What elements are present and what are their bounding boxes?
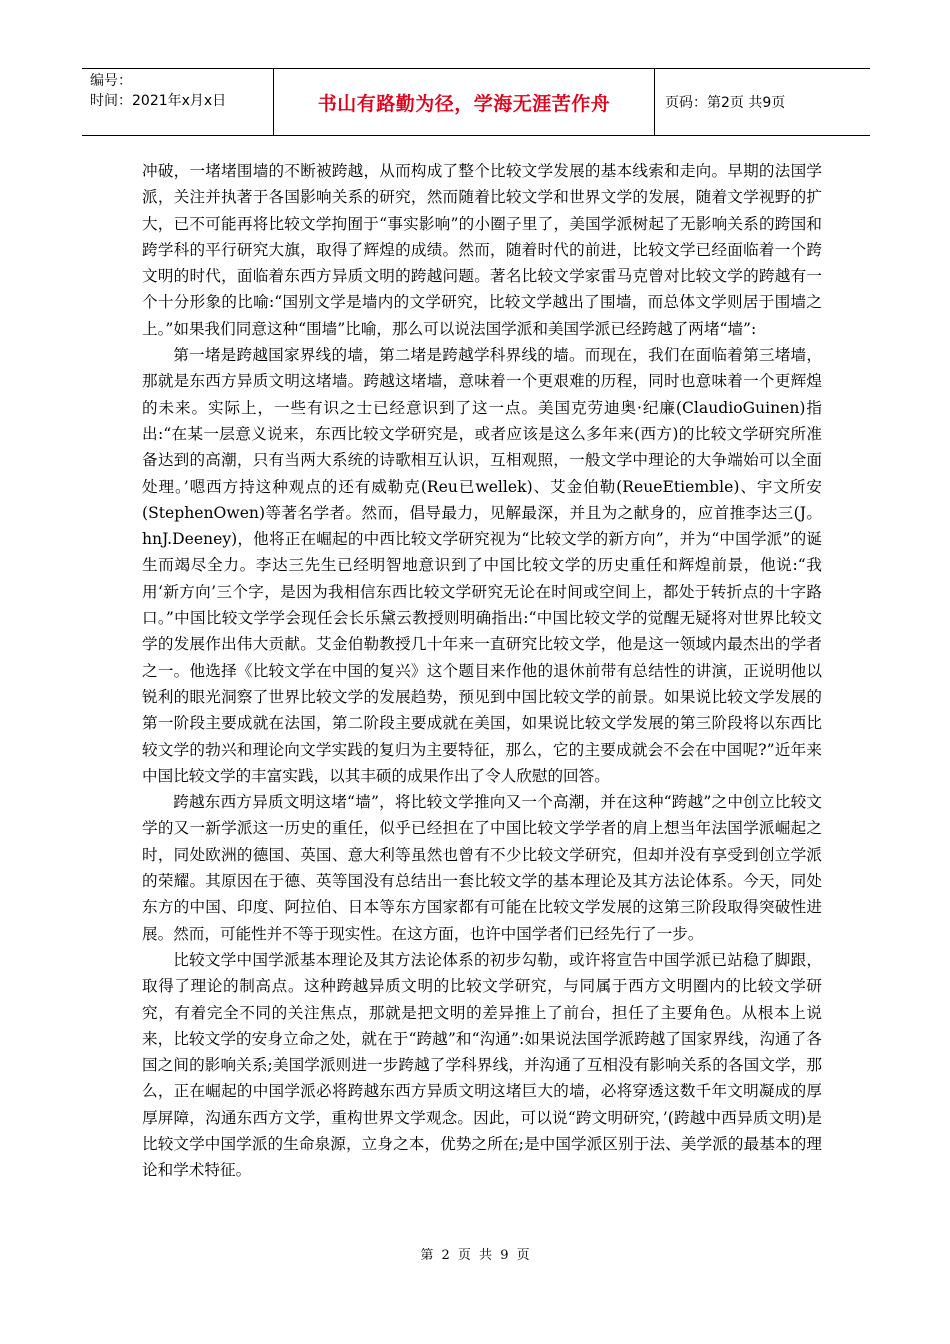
header-meta <box>82 69 274 135</box>
body-paragraph: 冲破，一堵堵围墙的不断被跨越，从而构成了整个比较文学发展的基本线索和走向。早期的法国学派，关注并执著于各国影响关系的研究，然而随着比较文学和世界文学的发展，随着文学视野的扩大，已不可能再将比较文学拘囿于“事实影响”的小圈子里了，美国学派树起了无影响关系的跨国和跨学科的平行研究大旗，取得了辉煌的成绩。然而，随着时代的前进，比较文学已经面临着一个跨文明的时代，面临着东西方异质文明的跨越问题。著名比较文学家雷马克曾对比较文学的跨越有一个十分形象的比喻:“国别文学是墙内的文学研究，比较文学越出了围墙，而总体文学则居于围墙之上。”如果我们同意这种“围墙”比喻，那么可以说法国学派和美国学派已经跨越了两堵“墙”: <box>142 162 822 338</box>
page-footer: 第 2 页 共 9 页 <box>420 1248 530 1263</box>
body-paragraph: 第一堵是跨越国家界线的墙，第二堵是跨越学科界线的墙。而现在，我们在面临着第三堵墙，那就是东西方异质文明这堵墙。跨越这堵墙，意味着一个更艰难的历程，同时也意味着一个更辉煌的未来。实际上，一些有识之士已经意识到了这一点。美国克劳迪奥·纪廉(ClaudioGuinen)指出:“在某一层意义说来，东西比较文学研究是，或者应该是这么多年来(西方)的比较文学研究所准备达到的高潮，只有当两大系统的诗歌相互认识，互相观照，一般文学中理论的大争端始可以全面处理。’嗯西方持这种观点的还有威勒克(Reu已wellek)、艾金伯勒(ReueEtiemble)、宇文所安(StephenOwen)等著名学者。然而，倡导最力，见解最深，并且为之献身的，应首推李达三(J。hnJ.Deeney)，他将正在崛起的中西比较文学研究视为“比较文学的新方向”，并为“中国学派”的诞生而竭尽全力。李达三先生已经明智地意识到了中国比较文学的历史重任和辉煌前景，他说:“我用‘新方向’三个字，是因为我相信东西比较文学研究无论在时间或空间上，都处于转折点的十字路口。”中国比较文学学会现任会长乐黛云教授则明确指出:“中国比较文学的觉醒无疑将对世界比较文学的发展作出伟大贡献。艾金伯勒教授几十年来一直研究比较文学，他是这一领域内最杰出的学者之一。他选择《比较文学在中国的复兴》这个题目来作他的退休前带有总结性的讲演，正说明他以锐利的眼光洞察了世界比较文学的发展趋势，预见到中国比较文学的前景。如果说比较文学发展的第一阶段主要成就在法国，第二阶段主要成就在美国，如果说比较文学发展的第三阶段将以东西比较文学的勃兴和理论向文学实践的复归为主要特征，那么，它的主要成就会不会在中国呢?”近年来中国比较文学的丰富实践，以其丰硕的成果作出了令人欣慰的回答。 <box>142 346 822 785</box>
body-paragraph: 比较文学中国学派基本理论及其方法论体系的初步勾勒，或许将宣告中国学派已站稳了脚跟，取得了理论的制高点。这种跨越异质文明的比较文学研究，与同属于西方文明圈内的比较文学研究，有着完全不同的关注焦点，那就是把文明的差异推上了前台，担任了主要角色。从根本上说来，比较文学的安身立命之处，就在于“跨越”和“沟通”:如果说法国学派跨越了国家界线，沟通了各国之间的影响关系;美国学派则进一步跨越了学科界线，并沟通了互相没有影响关系的各国文学，那么，正在崛起的中国学派必将跨越东西方异质文明这堵巨大的墙，必将穿透这数千年文明凝成的厚厚屏障，沟通东西方文学，重构世界文学观念。因此，可以说“跨文明研究，’(跨越中西异质文明)是比较文学中国学派的生命泉源，立身之本，优势之所在;是中国学派区别于法、美学派的最基本的理论和学术特征。 <box>142 950 822 1180</box>
document-number-label: 编号： <box>90 73 132 89</box>
page-header <box>82 68 870 136</box>
header-motto: 书山有路勤为径，学海无涯苦作舟 <box>274 69 655 135</box>
document-body <box>142 158 822 1184</box>
document-time-label: 时间：2021年x月x日 <box>90 93 227 109</box>
header-page-number: 页码：第2页 共9页 <box>665 95 786 111</box>
body-paragraph: 跨越东西方异质文明这堵“墙”，将比较文学推向又一个高潮，并在这种“跨越”之中创立比较文学的又一新学派这一历史的重任，似乎已经担在了中国比较文学学者的肩上想当年法国学派崛起之时，同处欧洲的德国、英国、意大利等虽然也曾有不少比较文学研究，但却并没有享受到创立学派的荣耀。其原因在于德、英等国没有总结出一套比较文学的基本理论及其方法论体系。今天，同处东方的中国、印度、阿拉伯、日本等东方国家都有可能在比较文学发展的这第三阶段取得突破性进展。然而，可能性并不等于现实性。在这方面，也许中国学者们已经先行了一步。 <box>142 793 822 943</box>
